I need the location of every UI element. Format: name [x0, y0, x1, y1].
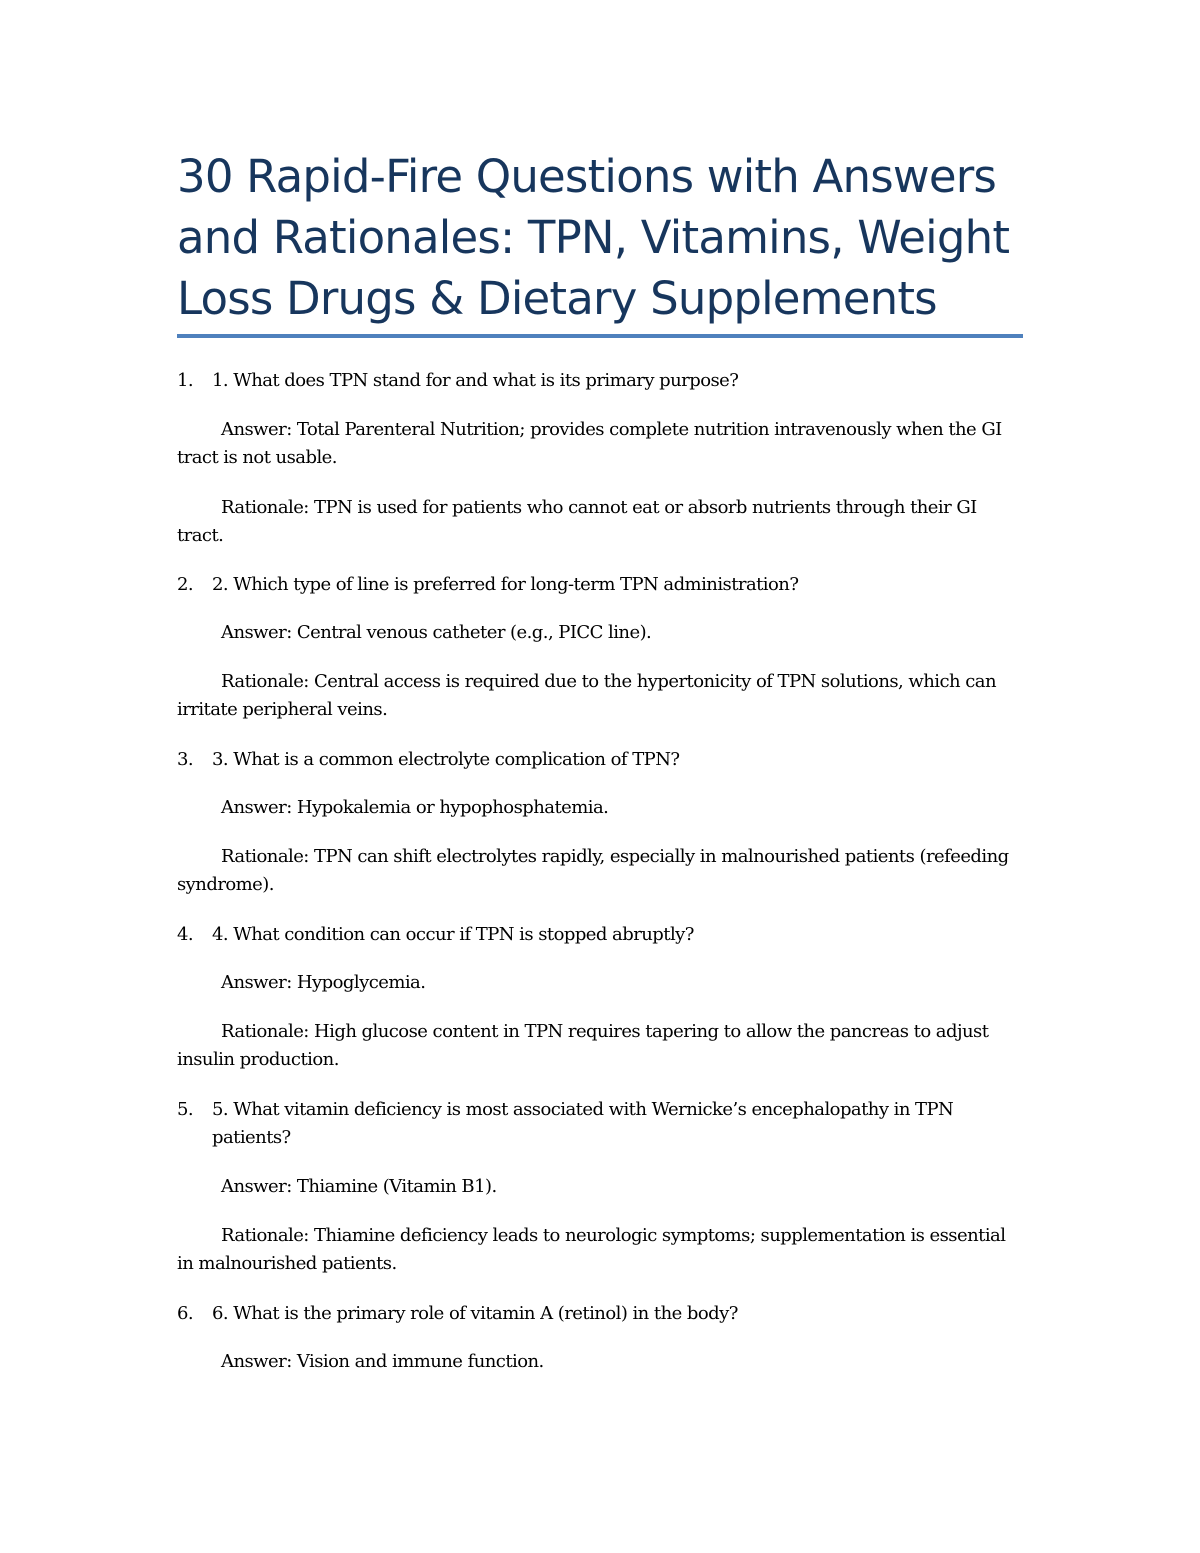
answer-1: Answer: Total Parenteral Nutrition; provides complete nutrition intravenously when the GI tract is not usable.	[177, 419, 1002, 468]
rationale-2: Rationale: Central access is required due to the hypertonicity of TPN solutions, which can irritate peripheral veins.	[177, 671, 996, 720]
question-1	[177, 367, 1023, 395]
rationale-1: Rationale: TPN is used for patients who cannot eat or absorb nutrients through their GI tract.	[177, 497, 977, 546]
question-text: 3. What is a common electrolyte complication of TPN?	[212, 749, 680, 770]
rationale-4: Rationale: High glucose content in TPN requires tapering to allow the pancreas to adjust insulin production.	[177, 1021, 989, 1070]
question-number: 2.	[177, 574, 194, 595]
title-underline-divider	[177, 334, 1023, 338]
question-text: 1. What does TPN stand for and what is its primary purpose?	[212, 370, 739, 391]
question-number: 6.	[177, 1303, 194, 1324]
rationale-5: Rationale: Thiamine deficiency leads to neurologic symptoms; supplementation is essential in malnourished patients.	[177, 1225, 1006, 1274]
question-5	[177, 1096, 1023, 1152]
question-text: 5. What vitamin deficiency is most associated with Wernicke’s encephalopathy in TPN patients?	[212, 1099, 954, 1148]
question-number: 5.	[177, 1099, 194, 1120]
rationale-3: Rationale: TPN can shift electrolytes rapidly, especially in malnourished patients (refeeding syndrome).	[177, 846, 1009, 895]
answer-5: Answer: Thiamine (Vitamin B1).	[221, 1176, 497, 1197]
question-2	[177, 571, 1023, 599]
answer-4: Answer: Hypoglycemia.	[221, 972, 426, 993]
question-text: 6. What is the primary role of vitamin A (retinol) in the body?	[212, 1303, 738, 1324]
question-6	[177, 1300, 1023, 1328]
question-number: 3.	[177, 749, 194, 770]
question-text: 2. Which type of line is preferred for long-term TPN administration?	[212, 574, 799, 595]
question-3	[177, 746, 1023, 774]
answer-2: Answer: Central venous catheter (e.g., PICC line).	[221, 622, 652, 643]
question-number: 4.	[177, 924, 194, 945]
question-4	[177, 921, 1023, 949]
question-text: 4. What condition can occur if TPN is stopped abruptly?	[212, 924, 694, 945]
answer-6: Answer: Vision and immune function.	[221, 1351, 544, 1372]
answer-3: Answer: Hypokalemia or hypophosphatemia.	[221, 797, 609, 818]
document-title: 30 Rapid-Fire Questions with Answers and Rationales: TPN, Vitamins, Weight Loss Drugs & Dietary Supplements	[177, 150, 1010, 325]
question-number: 1.	[177, 370, 194, 391]
